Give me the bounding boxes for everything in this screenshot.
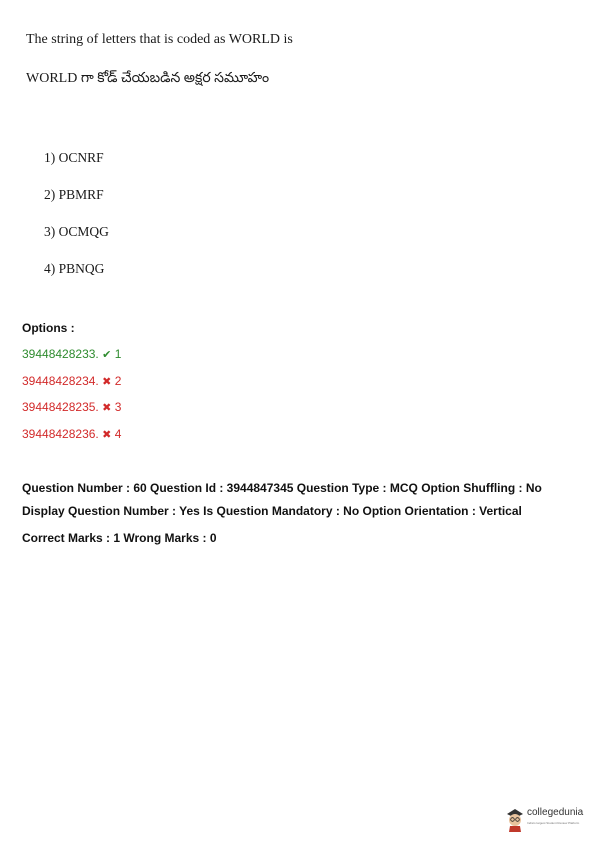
collegedunia-logo xyxy=(505,804,591,834)
question-meta-line-1: Question Number : 60 Question Id : 3944847345 Question Type : MCQ Option Shuffling : No xyxy=(22,481,542,495)
cross-icon: ✖ xyxy=(102,428,112,441)
choice-2: 2) PBMRF xyxy=(44,187,104,202)
option-row-3 xyxy=(22,400,121,414)
choice-1: 1) OCNRF xyxy=(44,150,104,165)
option-label: 3 xyxy=(114,400,122,414)
cross-icon: ✖ xyxy=(102,401,112,414)
option-id: 39448428236. xyxy=(22,427,99,441)
question-text-telugu: WORLD గా కోడ్ చేయబడిన అక్షర సమూహం xyxy=(26,71,270,86)
option-row-1 xyxy=(22,347,121,361)
option-label: 2 xyxy=(114,374,122,388)
cross-icon: ✖ xyxy=(102,375,112,388)
option-label: 4 xyxy=(114,427,122,441)
option-row-2 xyxy=(22,374,121,388)
question-meta-line-2: Display Question Number : Yes Is Question Mandatory : No Option Orientation : Vertical xyxy=(22,504,522,518)
option-id: 39448428233. xyxy=(22,347,99,361)
option-row-4 xyxy=(22,427,121,441)
question-text-english: The string of letters that is coded as WORLD is xyxy=(26,32,293,47)
check-icon: ✔ xyxy=(102,348,112,361)
option-label: 1 xyxy=(114,347,122,361)
logo-tagline: India's largest Student Review Platform xyxy=(527,821,580,825)
question-meta-line-3: Correct Marks : 1 Wrong Marks : 0 xyxy=(22,531,217,545)
choice-4: 4) PBNQG xyxy=(44,261,105,276)
option-id: 39448428234. xyxy=(22,374,99,388)
option-id: 39448428235. xyxy=(22,400,99,414)
mascot-icon xyxy=(505,806,525,832)
logo-name: collegedunia xyxy=(527,807,584,818)
options-heading: Options : xyxy=(22,321,75,335)
choice-3: 3) OCMQG xyxy=(44,224,109,239)
